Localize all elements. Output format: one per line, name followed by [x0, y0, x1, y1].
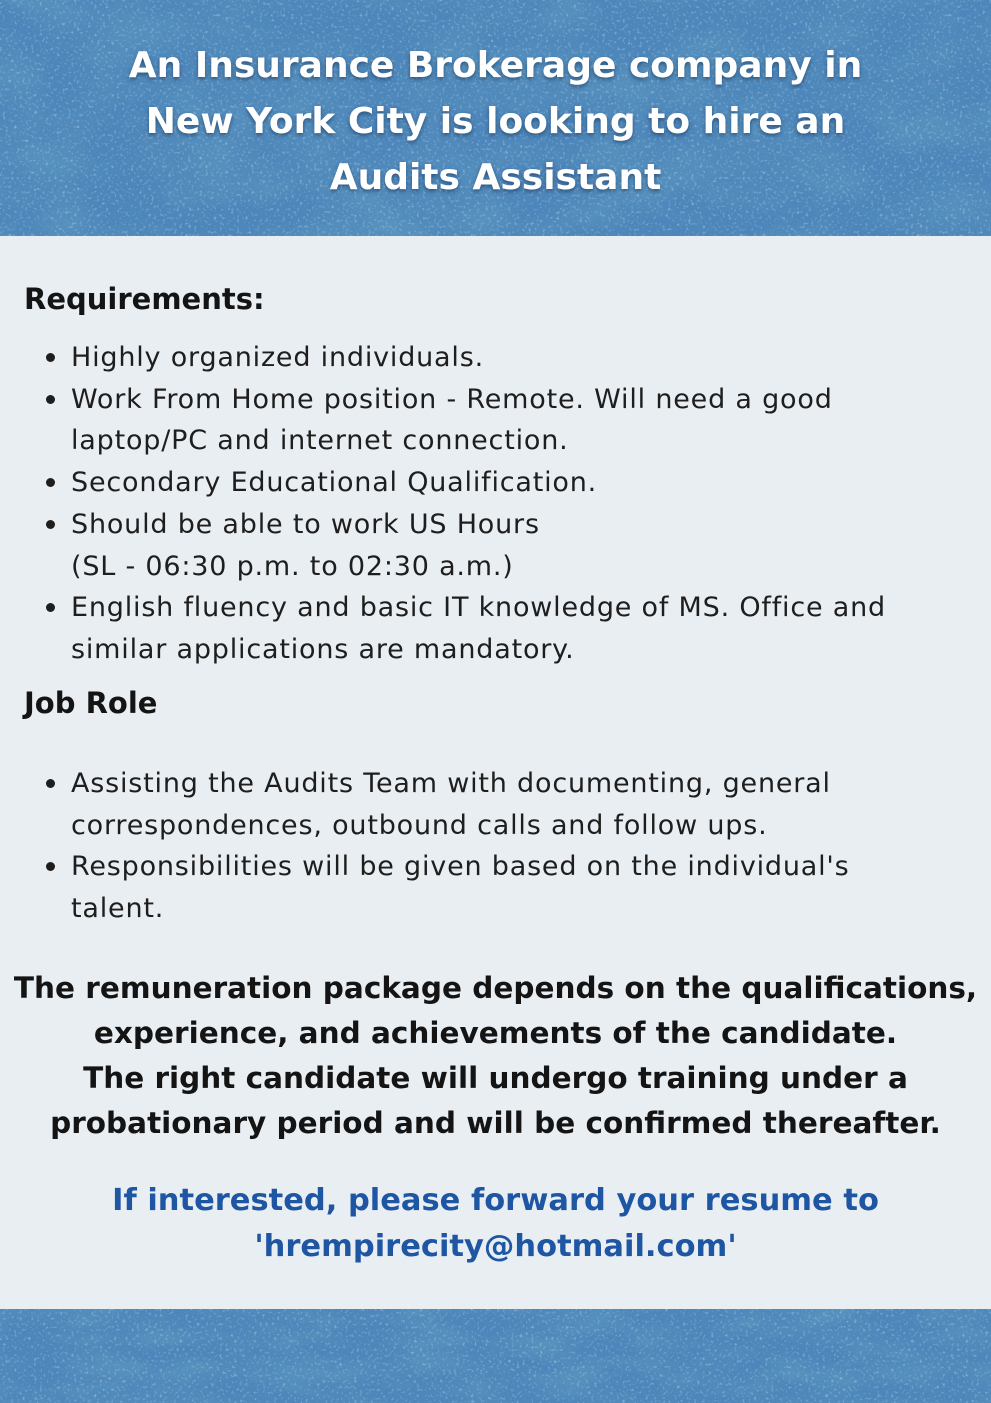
list-item: [46, 379, 946, 462]
bullet-dot-icon: [46, 478, 55, 487]
remuneration-line: The remuneration package depends on the qualifications,: [13, 971, 978, 1005]
banner-texture: [0, 1309, 991, 1403]
contact-email: 'hrempirecity@hotmail.com': [254, 1229, 737, 1264]
contact-instruction: [0, 1178, 991, 1270]
headline-line: Audits Assistant: [329, 157, 662, 198]
list-item-text: Secondary Educational Qualification.: [71, 467, 598, 499]
remuneration-line: probationary period and will be confirmed thereafter.: [50, 1106, 941, 1140]
bullet-dot-icon: [46, 520, 55, 529]
list-item-text: similar applications are mandatory.: [71, 633, 575, 665]
list-item-text: Highly organized individuals.: [71, 342, 484, 373]
footer-banner: [0, 1309, 991, 1403]
requirements-heading: Requirements:: [24, 282, 265, 316]
headline-line: An Insurance Brokerage company in: [128, 45, 863, 86]
contact-line: If interested, please forward your resume to: [112, 1183, 879, 1218]
list-item-text: (SL - 06:30 p.m. to 02:30 a.m.): [71, 550, 514, 582]
remuneration-statement: [0, 966, 991, 1146]
list-item-text: Responsibilities will be given based on the individual's: [71, 851, 850, 883]
requirements-list: [46, 337, 946, 671]
bullet-dot-icon: [46, 779, 55, 788]
list-item-text: talent.: [71, 893, 165, 925]
list-item: [46, 587, 946, 670]
remuneration-line: experience, and achievements of the candidate.: [93, 1016, 898, 1050]
list-item: [46, 337, 946, 379]
job-role-list: [46, 763, 946, 930]
list-item-text: Assisting the Audits Team with documenting, general: [71, 768, 831, 799]
list-item: [46, 763, 946, 846]
header-banner: [0, 0, 991, 236]
list-item-text: Work From Home position - Remote. Will need a good: [71, 383, 833, 415]
list-item-text: Should be able to work US Hours: [71, 508, 540, 540]
list-item-text: correspondences, outbound calls and follow ups.: [71, 809, 768, 841]
job-post-body: [0, 236, 991, 1309]
headline-line: New York City is looking to hire an: [145, 101, 846, 142]
list-item-text: laptop/PC and internet connection.: [71, 425, 569, 457]
list-item: [46, 846, 946, 929]
list-item: [46, 462, 946, 504]
list-item-text: English fluency and basic IT knowledge of MS. Office and: [71, 592, 886, 624]
bullet-dot-icon: [46, 603, 55, 612]
page-headline: [0, 38, 991, 206]
bullet-dot-icon: [46, 395, 55, 404]
bullet-dot-icon: [46, 353, 55, 362]
bullet-dot-icon: [46, 862, 55, 871]
remuneration-line: The right candidate will undergo training under a: [83, 1061, 908, 1095]
job-role-heading: Job Role: [24, 686, 158, 720]
list-item: [46, 504, 946, 587]
